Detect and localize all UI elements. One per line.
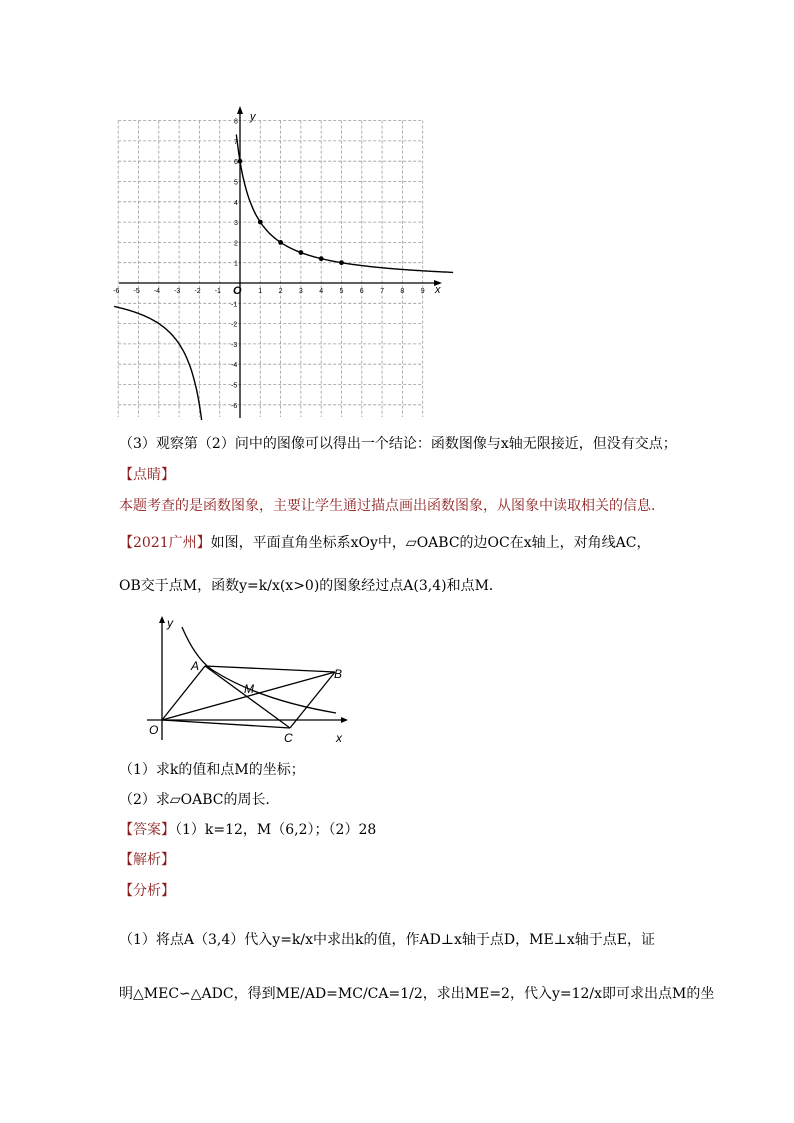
plotted-point [278,240,283,245]
y-tick-label: 3 [234,220,238,228]
label-M: M [244,682,254,696]
problem-line-1 [119,533,650,553]
answer-label: 【答案】 [119,822,175,838]
sub-question-2: （2）求▱OABC的周长． [119,792,280,808]
label-O: O [149,723,159,737]
y-tick-label: -1 [231,301,238,309]
y-tick-label: 6 [234,159,238,167]
plotted-point [319,256,324,261]
y-tick-label: 8 [234,118,238,126]
x-tick-label: 1 [258,288,263,295]
x-tick-label: 2 [278,288,283,295]
label-C: C [284,731,293,745]
x-tick-label: 8 [400,288,405,295]
plotted-point [299,250,304,255]
y-axis-arrow [159,616,165,623]
label-y: y [167,616,173,630]
plotted-point [238,159,243,164]
grid [118,118,423,417]
label-x: x [336,731,342,745]
problem-line-2: OB交于点M，函数y=k/x(x>0)的图象经过点A(3,4)和点M． [119,578,503,594]
y-tick-label: -3 [231,341,238,349]
x-axis-label: x [435,284,441,296]
y-tick-label: 7 [234,138,238,146]
analysis-line-1: （1）将点A（3,4）代入y=k/x中求出k的值，作AD⊥x轴于点D，ME⊥x轴于点E，证 [119,932,655,948]
x-tick-label: -1 [214,288,221,295]
fenxi-label: 【分析】 [119,883,175,899]
x-tick-label: 3 [298,288,303,295]
label-B: B [334,667,343,681]
parallelogram-figure [140,610,360,748]
x-tick-label: 7 [380,288,385,295]
x-tick-label: -6 [113,288,120,295]
y-tick-label: 4 [234,199,238,207]
y-tick-label: -5 [231,382,238,390]
x-tick-label: -5 [133,288,140,295]
y-axis-label: y [250,111,256,123]
y-tick-label: 2 [234,240,238,248]
plotted-point [339,260,344,265]
jiexi-label: 【解析】 [119,852,175,868]
function-graph-1 [110,98,470,423]
y-tick-label: -4 [231,362,238,370]
sub-question-1: （1）求k的值和点M的坐标； [119,762,305,778]
problem-text-1: 如图，平面直角坐标系xOy中，▱OABC的边OC在x轴上，对角线AC， [210,535,651,551]
dianjing-text: 本题考查的是函数图象，主要让学生通过描点画出函数图象，从图象中读取相关的信息． [119,498,665,514]
y-tick-label: -6 [231,402,238,410]
problem-source: 【2021广州】 [119,535,211,551]
side-OC [162,720,290,728]
diagonal-AC [205,666,290,728]
label-A: A [191,659,200,673]
q3-conclusion: （3）观察第（2）问中的图像可以得出一个结论：函数图像与x轴无限接近，但没有交点； [119,436,677,452]
origin-label: O [233,285,242,297]
side-AB [205,666,335,672]
hyperbola-branch-right [236,135,453,273]
y-tick-label: 1 [234,260,238,268]
y-tick-label: -2 [231,321,238,329]
diagonal-OB [162,672,335,720]
x-tick-label: 4 [319,288,324,295]
dianjing-label: 【点睛】 [119,467,175,483]
x-tick-label: 5 [339,288,344,295]
x-tick-label: -2 [194,288,201,295]
answer-text: （1）k=12，M（6,2）；（2）28 [175,822,377,838]
analysis-line-2: 明△MEC∽△ADC，得到ME/AD=MC/CA=1/2，求出ME=2，代入y=12/x即可求出点M的坐 [119,986,715,1002]
side-OA [162,666,205,720]
x-tick-label: 9 [420,288,425,295]
x-tick-label: -3 [174,288,181,295]
answer-line [119,820,376,840]
x-tick-label: -4 [153,288,161,295]
x-axis-arrow [341,717,348,723]
y-axis-arrow [237,106,243,114]
plotted-point [258,220,263,225]
x-tick-label: 6 [359,288,364,295]
y-tick-label: 5 [234,179,238,187]
